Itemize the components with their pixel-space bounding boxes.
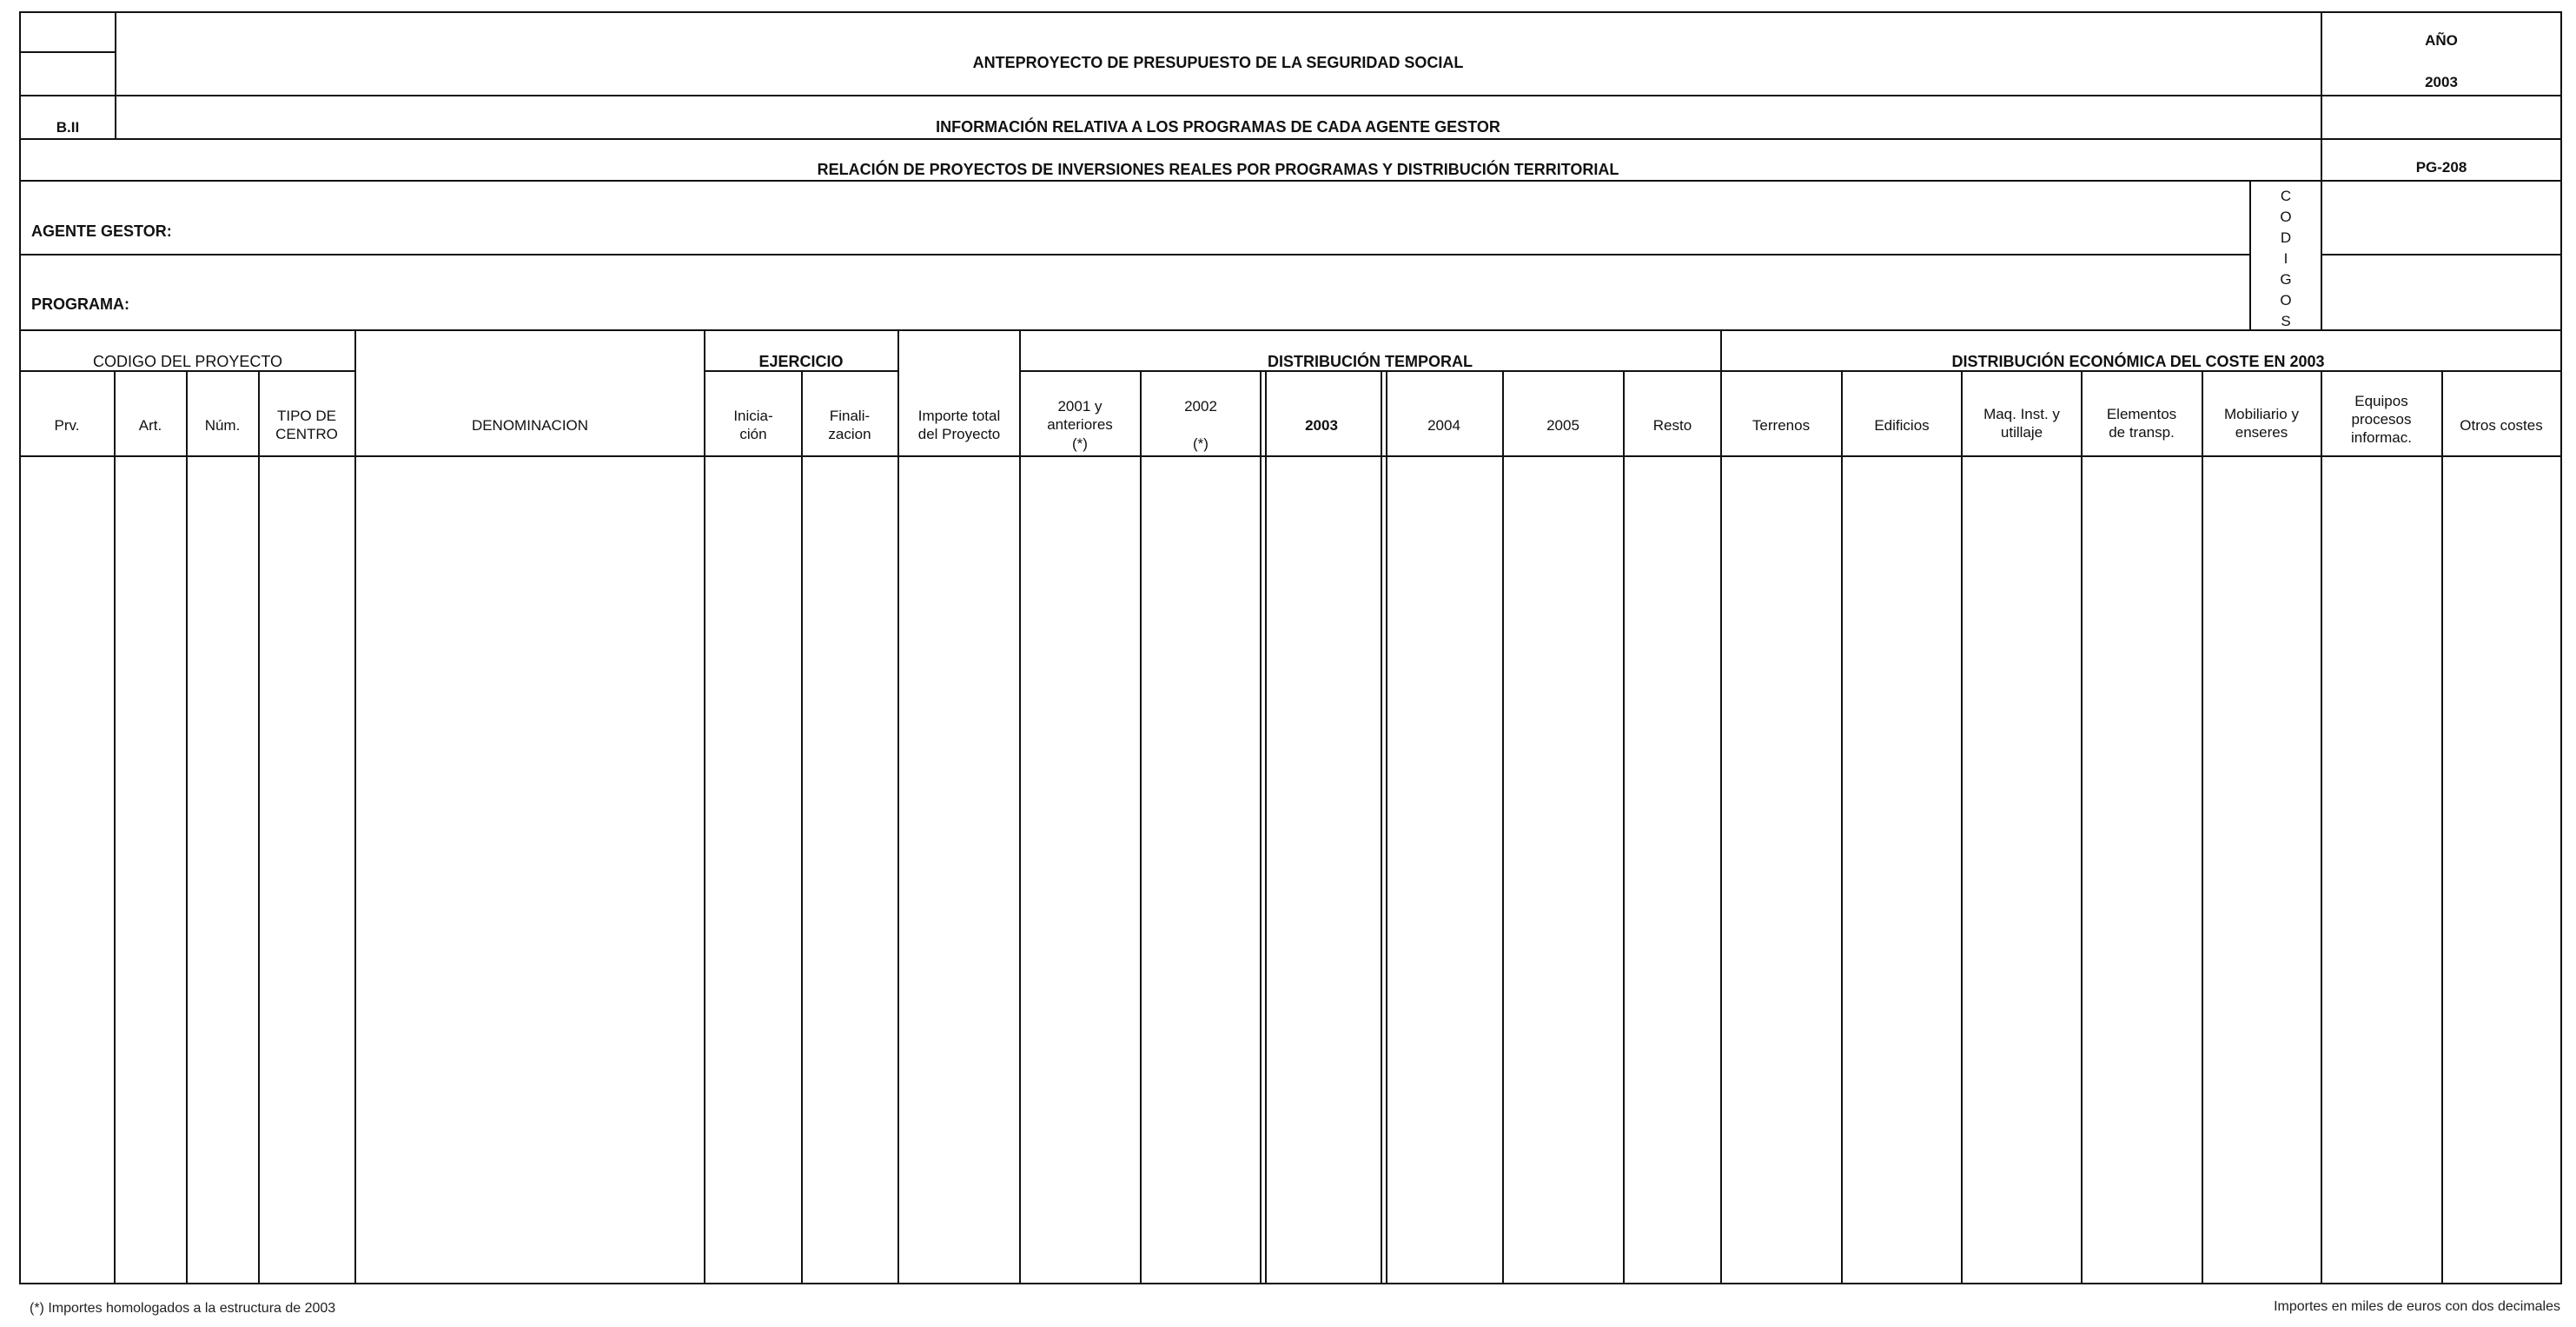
col-tipo-centro: TIPO DE [276,408,337,424]
document-title: ANTEPROYECTO DE PRESUPUESTO DE LA SEGURIDAD SOCIAL [972,54,1464,71]
col-equipos: Equipos [2354,393,2408,409]
col-num: Núm. [204,417,241,434]
programa-label: PROGRAMA: [31,295,129,313]
year-value: 2003 [2425,74,2458,90]
col-2001: 2001 y [1057,398,1103,415]
col-iniciacion: ción [739,426,767,442]
codigos-letter: G [2280,271,2292,288]
codigos-letter: O [2280,292,2292,309]
col-tipo-centro: CENTRO [275,426,338,442]
col-2005: 2005 [1546,417,1579,434]
col-elementos-transporte: de transp. [2109,424,2175,441]
col-denominacion: DENOMINACION [471,417,589,434]
year-label: AÑO [2425,32,2458,49]
col-otros-costes: Otros costes [2460,417,2543,434]
group-codigo-proyecto: CODIGO DEL PROYECTO [92,353,283,370]
group-distribucion-temporal: DISTRIBUCIÓN TEMPORAL [1268,353,1473,370]
form-grid [20,12,2561,1284]
col-finalizacion: Finali- [829,408,871,424]
codigos-vertical-label [2280,188,2291,329]
codigos-letter: O [2280,209,2292,225]
col-2002: (*) [1193,435,1209,452]
col-terrenos: Terrenos [1752,417,1811,434]
col-elementos-transporte: Elementos [2106,406,2177,422]
column-headers [55,393,2543,452]
col-2003: 2003 [1305,417,1338,434]
col-2001: anteriores [1047,416,1113,433]
col-maquinaria: utillaje [2000,424,2043,441]
group-distribucion-economica: DISTRIBUCIÓN ECONÓMICA DEL COSTE EN 2003 [1951,353,2325,370]
col-mobiliario: Mobiliario y [2224,406,2299,422]
group-ejercicio: EJERCICIO [758,353,844,370]
col-2001: (*) [1072,435,1088,452]
codigos-letter: C [2280,188,2292,204]
col-maquinaria: Maq. Inst. y [1983,406,2060,422]
col-finalizacion: zacion [828,426,871,442]
form-code: PG-208 [2415,159,2467,176]
units-note: Importes en miles de euros con dos decimales [2274,1299,2560,1314]
codigos-letter: S [2281,313,2291,329]
section-title: INFORMACIÓN RELATIVA A LOS PROGRAMAS DE CADA AGENTE GESTOR [936,118,1500,136]
agente-gestor-label: AGENTE GESTOR: [31,222,172,240]
col-art: Art. [138,417,162,434]
col-equipos: informac. [2351,429,2412,446]
col-importe-total: del Proyecto [917,426,1001,442]
col-resto: Resto [1652,417,1692,434]
relation-title: RELACIÓN DE PROYECTOS DE INVERSIONES REALES POR PROGRAMAS Y DISTRIBUCIÓN TERRITORIAL [817,161,1619,178]
col-prv: Prv. [54,417,80,434]
col-mobiliario: enseres [2235,424,2288,441]
col-importe-total: Importe total [917,408,1001,424]
form-frame [20,12,2561,1284]
col-edificios: Edificios [1874,417,1930,434]
codigos-letter: D [2280,229,2292,246]
col-iniciacion: Inicia- [733,408,773,424]
section-code: B.II [56,119,80,136]
codigos-letter: I [2283,250,2288,267]
col-equipos: procesos [2351,411,2412,428]
col-2004: 2004 [1427,417,1460,434]
col-2002: 2002 [1184,398,1217,415]
footnote: (*) Importes homologados a la estructura de 2003 [30,1301,336,1316]
